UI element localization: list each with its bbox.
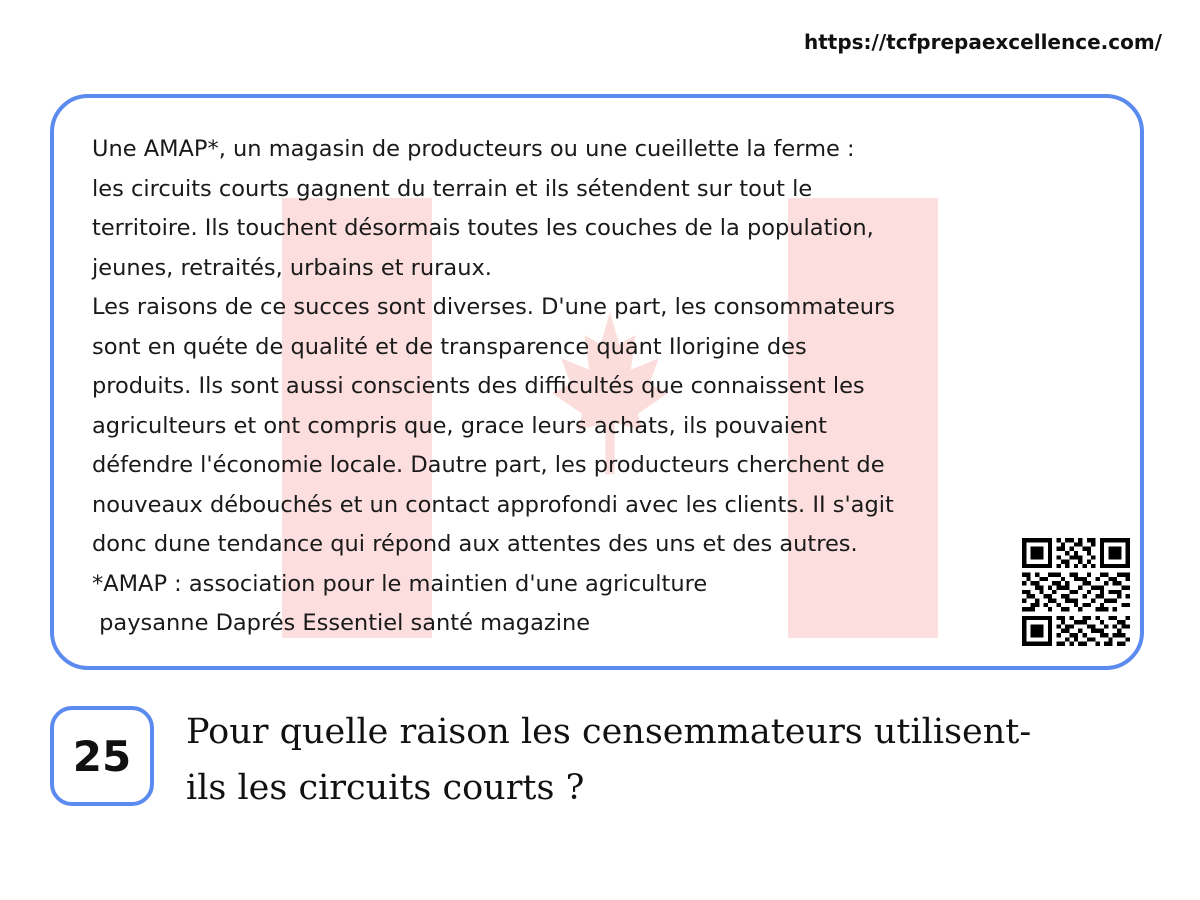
question-text xyxy=(186,704,1166,816)
question-line: Pour quelle raison les censemmateurs utilisent- xyxy=(186,712,1032,752)
question-number-badge: 25 xyxy=(50,706,154,806)
passage-line: sont en quéte de qualité et de transparence quant Ilorigine des xyxy=(92,333,807,360)
passage-line: nouveaux débouchés et un contact approfondi avec les clients. II s'agit xyxy=(92,491,894,518)
passage-line: agriculteurs et ont compris que, grace leurs achats, ils pouvaient xyxy=(92,412,827,439)
passage-line: donc dune tendance qui répond aux attentes des uns et des autres. xyxy=(92,531,858,557)
passage-line: Une AMAP*, un magasin de producteurs ou une cueillette la ferme : xyxy=(92,136,855,162)
passage-line: territoire. Ils touchent désormais toutes les couches de la population, xyxy=(92,215,874,241)
passage-line: jeunes, retraités, urbains et ruraux. xyxy=(92,254,492,281)
question-line: ils les circuits courts ? xyxy=(186,768,585,808)
passage-footnote-line: *AMAP : association pour le maintien d'une agriculture xyxy=(92,570,708,597)
passage-source-line: paysanne Daprés Essentiel santé magazine xyxy=(92,610,591,636)
passage-card xyxy=(50,94,1144,670)
passage-line: Les raisons de ce succes sont diverses. D'une part, les consommateurs xyxy=(92,294,895,320)
passage-line: défendre l'économie locale. Dautre part, les producteurs cherchent de xyxy=(92,452,885,478)
passage-line: produits. Ils sont aussi conscients des difficultés que connaissent les xyxy=(92,373,865,399)
qr-code-icon xyxy=(1022,538,1130,646)
site-url: https://tcfprepaexcellence.com/ xyxy=(803,30,1162,54)
passage-text xyxy=(92,130,1092,644)
passage-line: les circuits courts gagnent du terrain et ils sétendent sur tout le xyxy=(92,175,813,202)
